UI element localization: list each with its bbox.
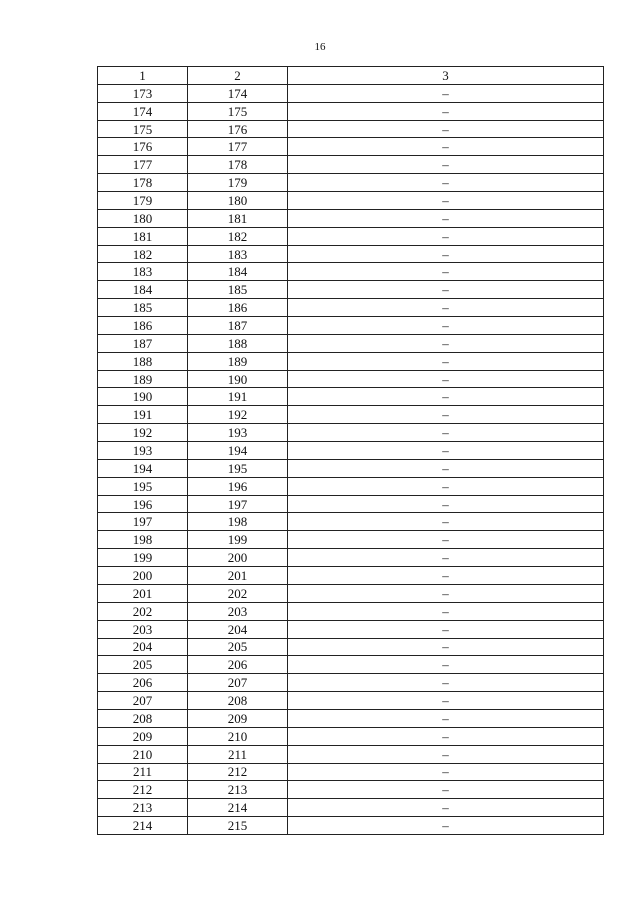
- cell-col-1: 197: [98, 513, 188, 531]
- cell-col-2: 214: [188, 799, 288, 817]
- cell-col-2: 193: [188, 424, 288, 442]
- table-row: [98, 531, 604, 549]
- cell-col-2: 191: [188, 388, 288, 406]
- cell-col-1: 176: [98, 138, 188, 156]
- cell-col-2: 205: [188, 638, 288, 656]
- cell-col-2: 210: [188, 727, 288, 745]
- table-row: [98, 263, 604, 281]
- cell-col-3: –: [288, 799, 604, 817]
- table-row: [98, 334, 604, 352]
- table-row: [98, 602, 604, 620]
- cell-col-3: –: [288, 174, 604, 192]
- cell-col-3: –: [288, 727, 604, 745]
- cell-col-1: 180: [98, 209, 188, 227]
- cell-col-3: –: [288, 602, 604, 620]
- cell-col-2: 190: [188, 370, 288, 388]
- cell-col-1: 177: [98, 156, 188, 174]
- cell-col-3: –: [288, 370, 604, 388]
- cell-col-1: 193: [98, 442, 188, 460]
- cell-col-1: 191: [98, 406, 188, 424]
- cell-col-1: 205: [98, 656, 188, 674]
- table-row: [98, 174, 604, 192]
- table-row: [98, 495, 604, 513]
- cell-col-3: –: [288, 442, 604, 460]
- cell-col-2: 185: [188, 281, 288, 299]
- cell-col-3: –: [288, 513, 604, 531]
- cell-col-3: –: [288, 424, 604, 442]
- table-row: [98, 192, 604, 210]
- cell-col-3: –: [288, 638, 604, 656]
- cell-col-1: 202: [98, 602, 188, 620]
- cell-col-1: 182: [98, 245, 188, 263]
- cell-col-3: –: [288, 620, 604, 638]
- cell-col-3: –: [288, 317, 604, 335]
- table-row: [98, 799, 604, 817]
- cell-col-2: 206: [188, 656, 288, 674]
- table-body: [98, 84, 604, 834]
- table-row: [98, 299, 604, 317]
- cell-col-2: 209: [188, 709, 288, 727]
- cell-col-2: 178: [188, 156, 288, 174]
- cell-col-3: –: [288, 531, 604, 549]
- column-header-3: 3: [288, 67, 604, 85]
- data-table: [97, 66, 604, 835]
- cell-col-1: 194: [98, 459, 188, 477]
- cell-col-3: –: [288, 192, 604, 210]
- cell-col-2: 201: [188, 567, 288, 585]
- cell-col-1: 175: [98, 120, 188, 138]
- cell-col-3: –: [288, 209, 604, 227]
- cell-col-1: 179: [98, 192, 188, 210]
- cell-col-2: 213: [188, 781, 288, 799]
- cell-col-2: 181: [188, 209, 288, 227]
- table-row: [98, 227, 604, 245]
- table-row: [98, 388, 604, 406]
- cell-col-1: 214: [98, 817, 188, 835]
- cell-col-1: 183: [98, 263, 188, 281]
- table-header: [98, 67, 604, 85]
- cell-col-2: 177: [188, 138, 288, 156]
- table-row: [98, 656, 604, 674]
- cell-col-2: 187: [188, 317, 288, 335]
- cell-col-3: –: [288, 102, 604, 120]
- table-row: [98, 692, 604, 710]
- cell-col-2: 196: [188, 477, 288, 495]
- table-row: [98, 567, 604, 585]
- table-row: [98, 442, 604, 460]
- cell-col-2: 200: [188, 549, 288, 567]
- cell-col-1: 203: [98, 620, 188, 638]
- cell-col-2: 202: [188, 584, 288, 602]
- cell-col-2: 212: [188, 763, 288, 781]
- cell-col-2: 207: [188, 674, 288, 692]
- cell-col-1: 184: [98, 281, 188, 299]
- table-row: [98, 817, 604, 835]
- table-row: [98, 781, 604, 799]
- table-row: [98, 138, 604, 156]
- cell-col-1: 212: [98, 781, 188, 799]
- cell-col-2: 174: [188, 84, 288, 102]
- table-row: [98, 584, 604, 602]
- table-row: [98, 459, 604, 477]
- cell-col-3: –: [288, 763, 604, 781]
- cell-col-2: 176: [188, 120, 288, 138]
- cell-col-3: –: [288, 281, 604, 299]
- cell-col-3: –: [288, 495, 604, 513]
- cell-col-2: 179: [188, 174, 288, 192]
- cell-col-3: –: [288, 299, 604, 317]
- table-row: [98, 281, 604, 299]
- cell-col-2: 199: [188, 531, 288, 549]
- cell-col-2: 182: [188, 227, 288, 245]
- table-row: [98, 674, 604, 692]
- table-row: [98, 709, 604, 727]
- table-row: [98, 317, 604, 335]
- table-row: [98, 513, 604, 531]
- cell-col-2: 211: [188, 745, 288, 763]
- cell-col-3: –: [288, 352, 604, 370]
- table-row: [98, 370, 604, 388]
- cell-col-2: 192: [188, 406, 288, 424]
- table-row: [98, 620, 604, 638]
- cell-col-1: 208: [98, 709, 188, 727]
- cell-col-3: –: [288, 406, 604, 424]
- table-row: [98, 84, 604, 102]
- cell-col-1: 186: [98, 317, 188, 335]
- cell-col-1: 200: [98, 567, 188, 585]
- cell-col-1: 201: [98, 584, 188, 602]
- cell-col-3: –: [288, 388, 604, 406]
- cell-col-1: 213: [98, 799, 188, 817]
- cell-col-3: –: [288, 84, 604, 102]
- cell-col-3: –: [288, 156, 604, 174]
- table-row: [98, 406, 604, 424]
- column-header-2: 2: [188, 67, 288, 85]
- cell-col-3: –: [288, 138, 604, 156]
- cell-col-3: –: [288, 674, 604, 692]
- cell-col-2: 194: [188, 442, 288, 460]
- cell-col-3: –: [288, 227, 604, 245]
- cell-col-2: 175: [188, 102, 288, 120]
- cell-col-1: 174: [98, 102, 188, 120]
- table-row: [98, 727, 604, 745]
- cell-col-3: –: [288, 459, 604, 477]
- cell-col-1: 207: [98, 692, 188, 710]
- cell-col-3: –: [288, 817, 604, 835]
- cell-col-2: 180: [188, 192, 288, 210]
- cell-col-2: 195: [188, 459, 288, 477]
- cell-col-3: –: [288, 656, 604, 674]
- cell-col-3: –: [288, 120, 604, 138]
- cell-col-2: 208: [188, 692, 288, 710]
- cell-col-3: –: [288, 709, 604, 727]
- cell-col-1: 196: [98, 495, 188, 513]
- cell-col-3: –: [288, 781, 604, 799]
- cell-col-2: 183: [188, 245, 288, 263]
- cell-col-2: 215: [188, 817, 288, 835]
- cell-col-1: 192: [98, 424, 188, 442]
- cell-col-1: 199: [98, 549, 188, 567]
- table-row: [98, 120, 604, 138]
- cell-col-1: 173: [98, 84, 188, 102]
- cell-col-1: 209: [98, 727, 188, 745]
- cell-col-2: 203: [188, 602, 288, 620]
- cell-col-2: 197: [188, 495, 288, 513]
- page-number: 16: [314, 41, 326, 53]
- cell-col-1: 189: [98, 370, 188, 388]
- cell-col-1: 181: [98, 227, 188, 245]
- cell-col-1: 178: [98, 174, 188, 192]
- table-row: [98, 102, 604, 120]
- column-header-1: 1: [98, 67, 188, 85]
- cell-col-1: 211: [98, 763, 188, 781]
- cell-col-1: 210: [98, 745, 188, 763]
- cell-col-3: –: [288, 245, 604, 263]
- cell-col-2: 188: [188, 334, 288, 352]
- cell-col-3: –: [288, 584, 604, 602]
- cell-col-2: 204: [188, 620, 288, 638]
- cell-col-3: –: [288, 549, 604, 567]
- cell-col-1: 198: [98, 531, 188, 549]
- cell-col-3: –: [288, 692, 604, 710]
- cell-col-1: 195: [98, 477, 188, 495]
- cell-col-2: 186: [188, 299, 288, 317]
- table-row: [98, 549, 604, 567]
- cell-col-3: –: [288, 477, 604, 495]
- cell-col-1: 187: [98, 334, 188, 352]
- table-row: [98, 424, 604, 442]
- table-row: [98, 156, 604, 174]
- table-row: [98, 209, 604, 227]
- cell-col-2: 189: [188, 352, 288, 370]
- header-row: [98, 67, 604, 85]
- table-row: [98, 477, 604, 495]
- cell-col-1: 190: [98, 388, 188, 406]
- cell-col-3: –: [288, 745, 604, 763]
- cell-col-3: –: [288, 334, 604, 352]
- cell-col-1: 185: [98, 299, 188, 317]
- cell-col-3: –: [288, 263, 604, 281]
- cell-col-2: 184: [188, 263, 288, 281]
- cell-col-3: –: [288, 567, 604, 585]
- table-row: [98, 763, 604, 781]
- table-row: [98, 245, 604, 263]
- cell-col-1: 206: [98, 674, 188, 692]
- cell-col-2: 198: [188, 513, 288, 531]
- table-row: [98, 745, 604, 763]
- cell-col-1: 204: [98, 638, 188, 656]
- cell-col-1: 188: [98, 352, 188, 370]
- table-row: [98, 638, 604, 656]
- table-row: [98, 352, 604, 370]
